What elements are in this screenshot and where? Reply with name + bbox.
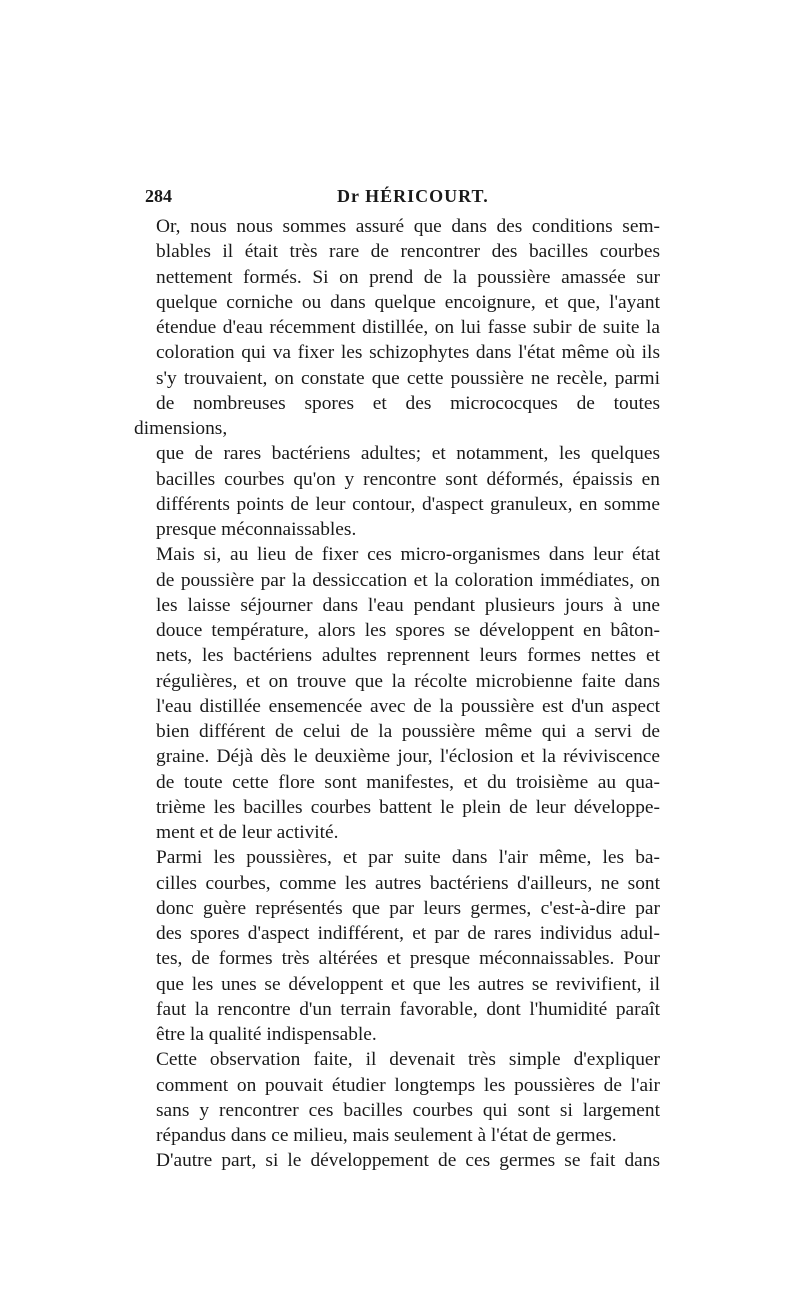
text-line: Mais si, au lieu de fixer ces micro-organismes dans leur état [156,544,660,566]
header-author: Dr HÉRICOURT. [337,186,489,206]
page-number: 284 [145,186,172,206]
text-line: D'autre part, si le développement de ces germes se fait dans [156,1150,660,1172]
text-line: bacilles courbes qu'on y rencontre sont déformés, épaissis en [156,468,660,490]
text-line: tes, de formes très altérées et presque méconnaissables. Pour [156,948,660,970]
text-line: de poussière par la dessiccation et la coloration immédiates, on [156,569,660,591]
text-line: graine. Déjà dès le deuxième jour, l'éclosion et la réviviscence [156,746,660,768]
running-header [145,186,658,210]
text-line: que de rares bactériens adultes; et notamment, les quelques [156,443,660,465]
text-line: quelque corniche ou dans quelque encoignure, et que, l'ayant [156,291,660,313]
text-line: Or, nous nous sommes assuré que dans des conditions sem- [156,216,660,237]
text-line: étendue d'eau récemment distillée, on lui fasse subir de suite la [156,317,660,338]
text-line: répandus dans ce milieu, mais seulement à l'état de germes. [156,1125,617,1146]
text-line: coloration qui va fixer les schizophytes dans l'état même où ils [156,342,660,364]
text-line: l'eau distillée ensemencée avec de la poussière est d'un aspect [156,695,660,717]
text-line: ment et de leur activité. [156,822,339,843]
text-line: cilles courbes, comme les autres bactériens d'ailleurs, ne sont [156,872,660,894]
text-line: presque méconnaissables. [156,519,357,540]
text-line: sans y rencontrer ces bacilles courbes qui sont si largement [156,1099,660,1121]
text-line: les laisse séjourner dans l'eau pendant plusieurs jours à une [156,594,660,616]
paragraph [134,1148,660,1173]
paragraph [134,845,660,1047]
text-line: bien différent de celui de la poussière même qui a servi de [156,721,660,742]
text-line: des spores d'aspect indifférent, et par de rares individus adul- [156,923,660,944]
text-line: être la qualité indispensable. [156,1024,377,1045]
text-line: faut la rencontre d'un terrain favorable, dont l'humidité paraît [156,998,660,1020]
text-line: Parmi les poussières, et par suite dans l'air même, les ba- [156,847,660,869]
text-line: nettement formés. Si on prend de la poussière amassée sur [156,266,660,288]
text-line: douce température, alors les spores se développent en bâton- [156,620,660,641]
text-line: que les unes se développent et que les autres se revivifient, il [156,973,660,995]
text-line: donc guère représentés que par leurs germes, c'est-à-dire par [156,897,660,919]
text-line: de nombreuses spores et des micrococques de toutes dimensions, [134,392,660,439]
paragraph [134,214,660,542]
text-line: Cette observation faite, il devenait très simple d'expliquer [156,1049,660,1071]
text-line: régulières, et on trouve que la récolte microbienne faite dans [156,670,660,692]
paragraph [134,542,660,845]
text-line: nets, les bactériens adultes reprennent leurs formes nettes et [156,645,660,667]
paragraph [134,1047,660,1148]
body-text [134,214,660,1174]
text-line: blables il était très rare de rencontrer des bacilles courbes [156,241,660,263]
text-line: de toute cette flore sont manifestes, et du troisième au qua- [156,771,660,793]
text-line: s'y trouvaient, on constate que cette poussière ne recèle, parmi [156,367,660,389]
text-line: comment on pouvait étudier longtemps les poussières de l'air [156,1074,660,1096]
text-line: différents points de leur contour, d'aspect granuleux, en somme [156,493,660,515]
text-line: trième les bacilles courbes battent le plein de leur développe- [156,796,660,818]
